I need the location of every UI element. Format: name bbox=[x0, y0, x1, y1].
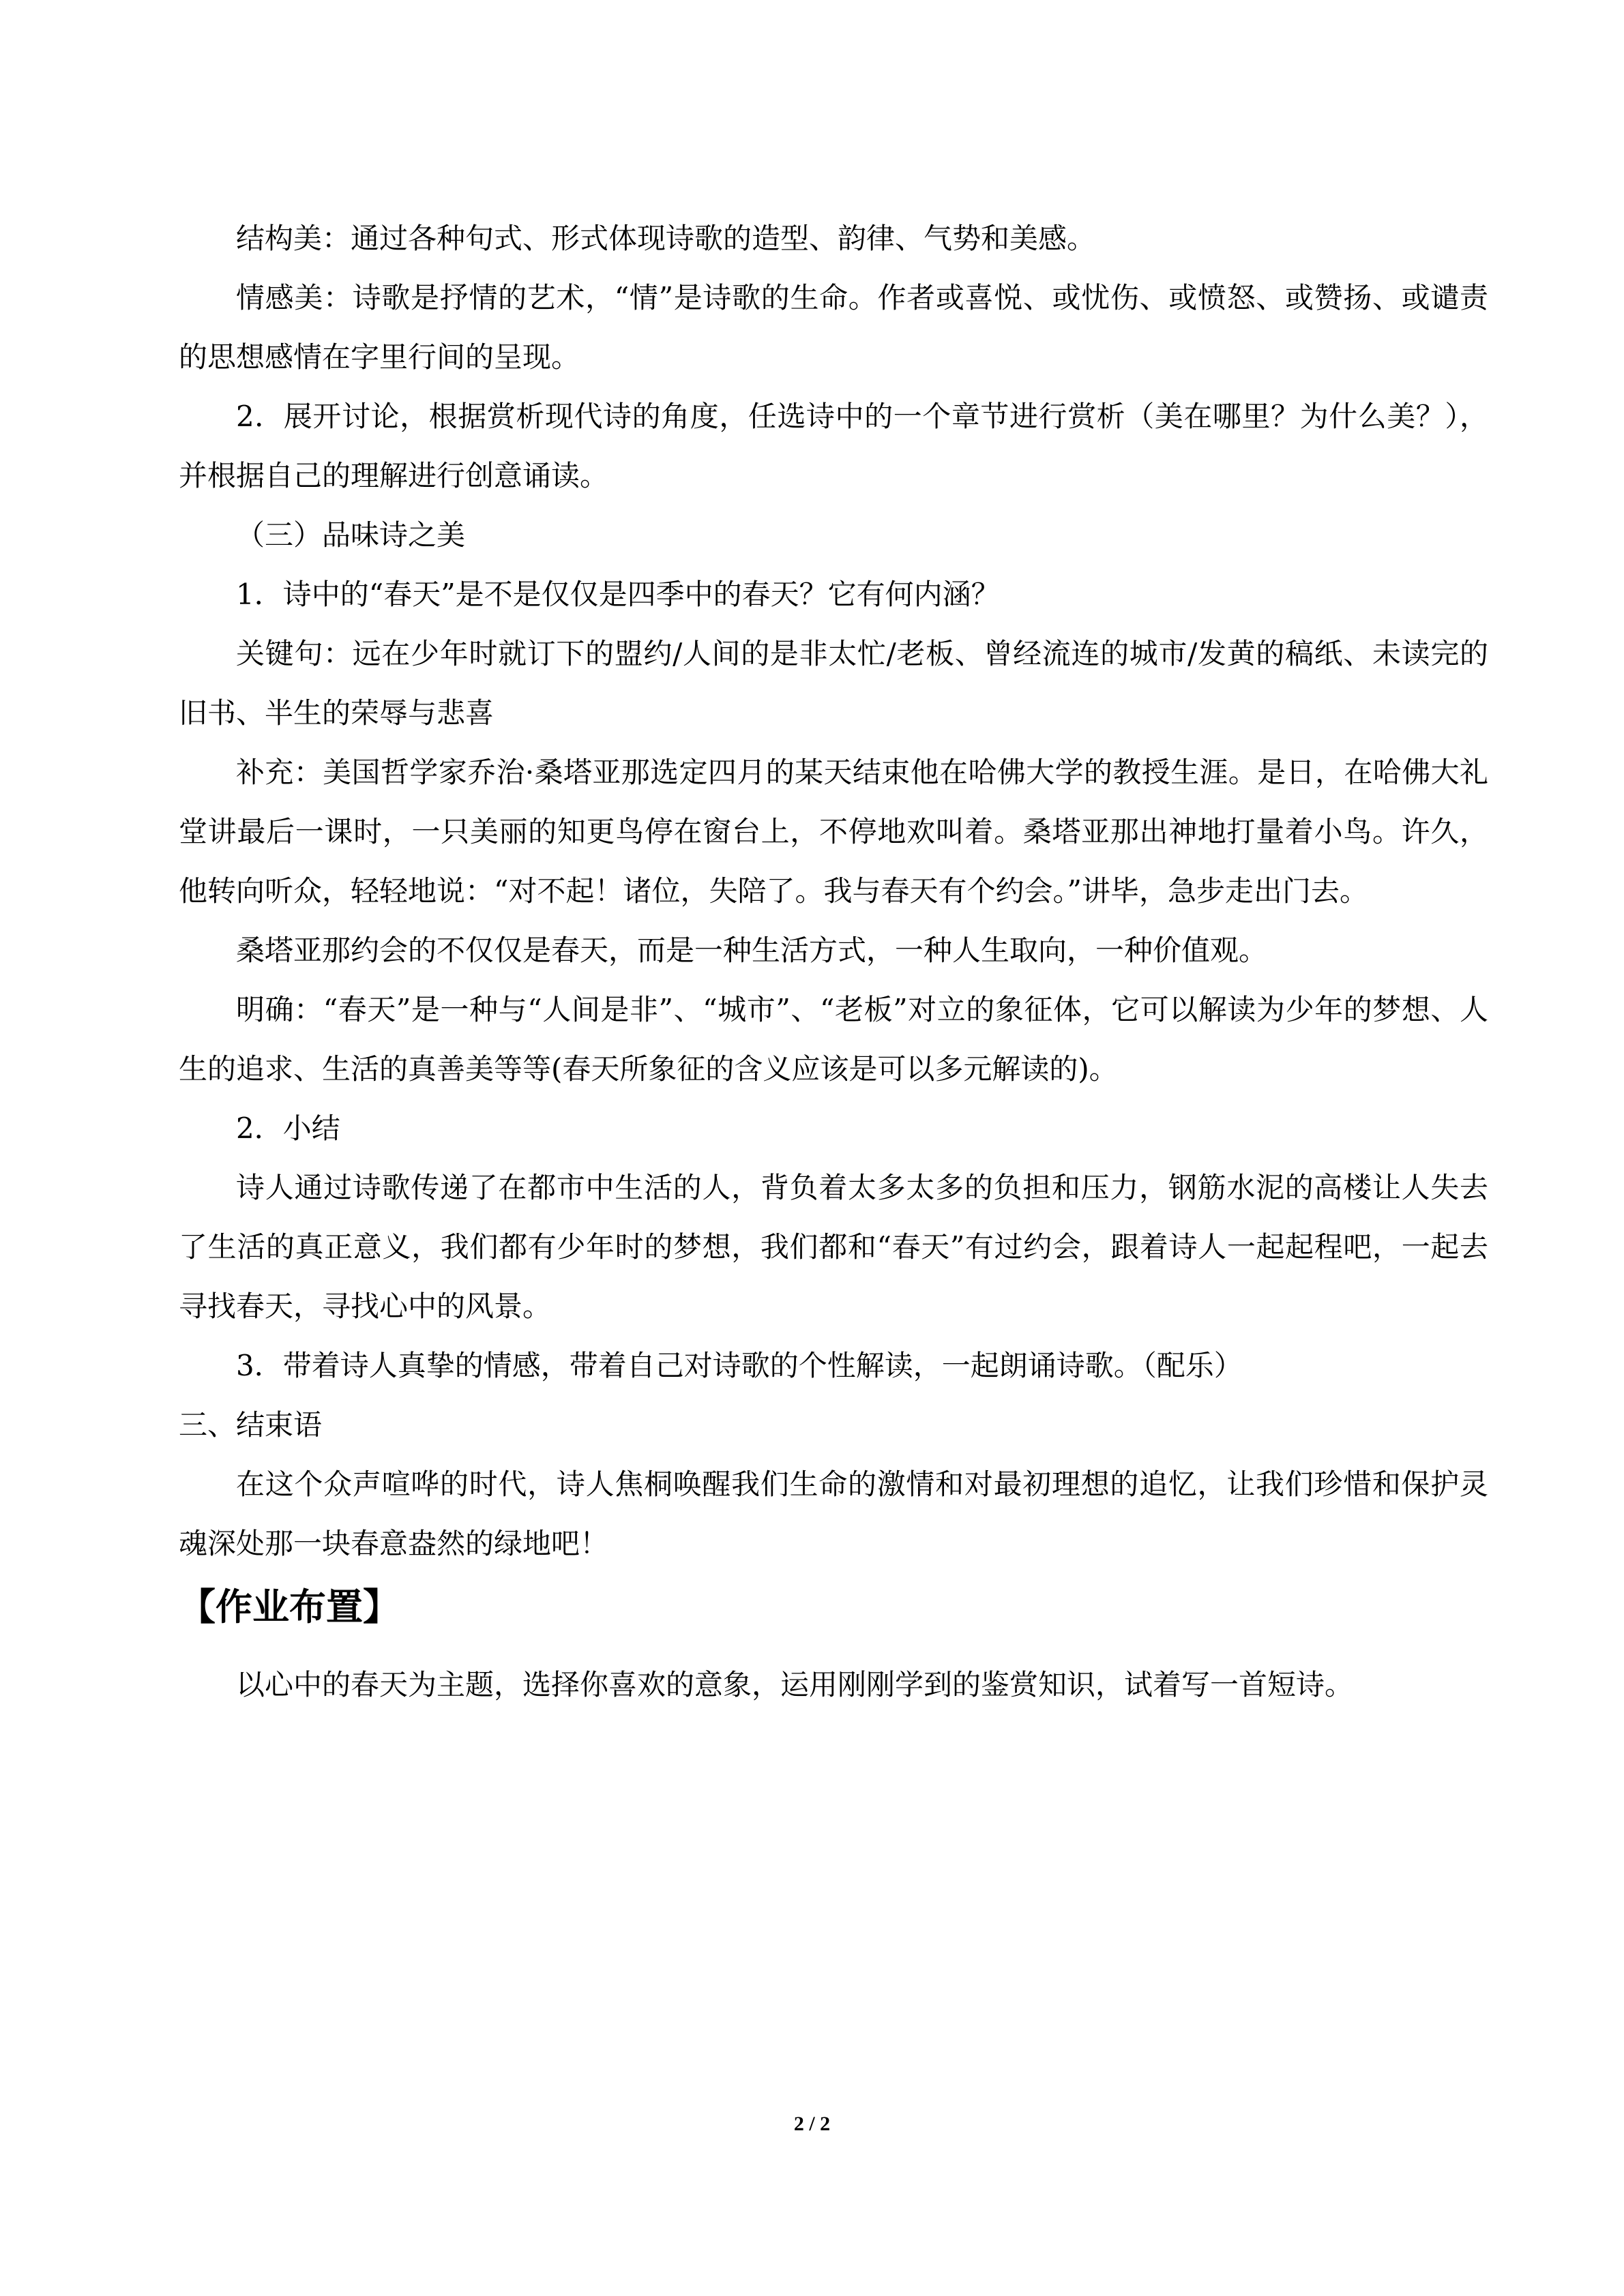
page-content bbox=[179, 209, 1488, 1714]
paragraph-question-spring: 1．诗中的“春天”是不是仅仅是四季中的春天？它有何内涵？ bbox=[236, 578, 1000, 611]
paragraph-structure-beauty: 结构美：通过各种句式、形式体现诗歌的造型、韵律、气势和美感。 bbox=[236, 222, 1096, 255]
page-number: 2 / 2 bbox=[793, 2113, 831, 2135]
section-heading-conclusion: 三、结束语 bbox=[179, 1408, 323, 1442]
section-heading-appreciate: （三）品味诗之美 bbox=[236, 518, 466, 552]
paragraph-supplement: 补充：美国哲学家乔治·桑塔亚那选定四月的某天结束他在哈佛大学的教授生涯。是日，在哈佛大礼堂讲最后一课时，一只美丽的知更鸟停在窗台上，不停地欢叫着。桑塔亚那出神地打量着小鸟。许久，他转向听众，轻轻地说：“对不起！诸位，失陪了。我与春天有个约会。”讲毕，急步走出门去。 bbox=[179, 756, 1488, 908]
paragraph-homework: 以心中的春天为主题，选择你喜欢的意象，运用刚刚学到的鉴赏知识，试着写一首短诗。 bbox=[236, 1668, 1354, 1701]
paragraph-emotion-beauty: 情感美：诗歌是抒情的艺术，“情”是诗歌的生命。作者或喜悦、或忧伤、或愤怒、或赞扬、或谴责的思想感情在字里行间的呈现。 bbox=[179, 281, 1488, 374]
paragraph-recitation: 3．带着诗人真挚的情感，带着自己对诗歌的个性解读，一起朗诵诗歌。（配乐） bbox=[236, 1349, 1243, 1382]
paragraph-conclusion: 在这个众声喧哗的时代，诗人焦桐唤醒我们生命的激情和对最初理想的追忆，让我们珍惜和保护灵魂深处那一块春意盎然的绿地吧！ bbox=[179, 1467, 1488, 1560]
homework-heading: 【作业布置】 bbox=[179, 1585, 400, 1628]
paragraph-summary-heading: 2．小结 bbox=[236, 1112, 340, 1145]
paragraph-summary: 诗人通过诗歌传递了在都市中生活的人，背负着太多太多的负担和压力，钢筋水泥的高楼让人失去了生活的真正意义，我们都有少年时的梦想，我们都和“春天”有过约会，跟着诗人一起起程吧，一起去寻找春天，寻找心中的风景。 bbox=[179, 1171, 1488, 1323]
paragraph-discussion: 2．展开讨论，根据赏析现代诗的角度，任选诗中的一个章节进行赏析（美在哪里？为什么美？），并根据自己的理解进行创意诵读。 bbox=[179, 400, 1488, 492]
paragraph-santayana: 桑塔亚那约会的不仅仅是春天，而是一种生活方式，一种人生取向，一种价值观。 bbox=[236, 934, 1268, 967]
paragraph-clarification: 明确：“春天”是一种与“人间是非”、“城市”、“老板”对立的象征体，它可以解读为少年的梦想、人生的追求、生活的真善美等等(春天所象征的含义应该是可以多元解读的)。 bbox=[179, 993, 1488, 1086]
paragraph-key-sentences: 关键句：远在少年时就订下的盟约/人间的是非太忙/老板、曾经流连的城市/发黄的稿纸、未读完的旧书、半生的荣辱与悲喜 bbox=[179, 637, 1488, 730]
